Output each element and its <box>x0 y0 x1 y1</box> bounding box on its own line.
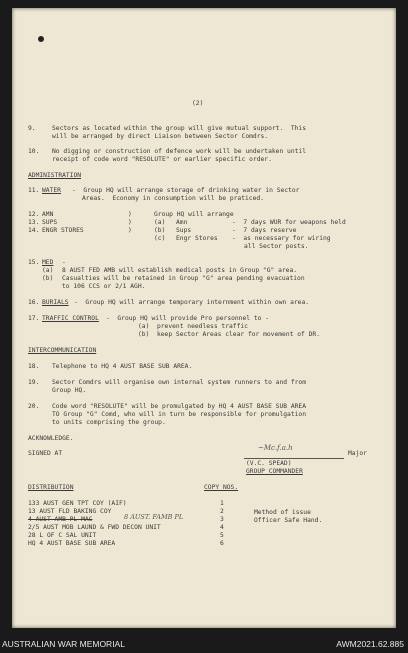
distribution-unit: HQ 4 AUST BASE SUB AREA <box>28 540 116 547</box>
para-15-b-line-2: to 106 CCS or 2/1 AGH. <box>62 283 146 290</box>
para-15-title: MED <box>42 259 54 266</box>
distribution-copy: 3 <box>220 516 224 523</box>
distribution-unit: 133 AUST GEN TPT COY (AIF) <box>28 500 127 507</box>
para-20-line-2: TO Group "G" Comd, who will in turn be responsible for promulgation <box>52 411 307 418</box>
rank-major: Major <box>348 450 367 457</box>
para-15-b-tag: (b) <box>42 275 54 282</box>
supply-left-engr: ENGR STORES <box>42 227 84 234</box>
distribution-unit: 2/5 AUST MOB LAUND & FWD DECON UNIT <box>28 524 161 531</box>
footer-institution: AUSTRALIAN WAR MEMORIAL <box>2 639 125 649</box>
page-number: (2) <box>192 100 204 107</box>
para-11-title: WATER <box>42 187 61 194</box>
para-17-title: TRAFFIC CONTROL <box>42 315 99 322</box>
para-15-number: 15. <box>28 259 40 266</box>
distribution-copy: 1 <box>220 500 224 507</box>
method-of-issue-detail: Officer Safe Hand. <box>254 517 323 524</box>
supply-left-amn: AMN <box>42 211 54 218</box>
supply-row-a-item: Amn <box>176 219 188 226</box>
supply-row-c-tag: (c) <box>154 235 166 242</box>
distribution-unit-struck: 4 AUST AMB PL MAC <box>28 516 93 523</box>
supply-bracket: ) <box>128 219 132 226</box>
para-10-line-2: receipt of code word "RESOLUTE" or earlier specific order. <box>52 156 272 163</box>
distribution-copy: 2 <box>220 508 224 515</box>
supply-heading: Group HQ will arrange <box>154 211 234 218</box>
signature: ~Mc.f.a.h <box>258 444 293 452</box>
para-20-line-1: Code word "RESOLUTE" will be promulgated by HQ 4 AUST BASE SUB AREA <box>52 403 307 410</box>
para-19-line-2: Group HQ. <box>52 387 87 394</box>
para-20-number: 20. <box>28 403 40 410</box>
para-17-line-1: - Group HQ will provide Pro personnel to - <box>106 315 270 322</box>
document-page <box>12 8 396 628</box>
distribution-copy: 5 <box>220 532 224 539</box>
para-15-a-tag: (a) <box>42 267 54 274</box>
para-19-number: 19. <box>28 379 40 386</box>
supply-bracket: ) <box>128 211 132 218</box>
para-11-line-1: - Group HQ will arrange storage of drinking water in Sector <box>72 187 300 194</box>
supply-bracket: ) <box>128 227 132 234</box>
administration-heading: ADMINISTRATION <box>28 172 82 179</box>
para-9-line-1: Sectors as located within the group will give mutual support. This <box>52 125 307 132</box>
para-15-a-text: 8 AUST FED AMB will establish medical posts in Group "G" area. <box>62 267 298 274</box>
para-9-number: 9. <box>28 125 36 132</box>
para-9-line-2: will be arranged by direct Liaison between Sector Comdrs. <box>52 133 269 140</box>
para-15-dash: - <box>62 259 66 266</box>
para-16-text: - Group HQ will arrange temporary internment within own area. <box>74 299 310 306</box>
para-16-number: 16. <box>28 299 40 306</box>
para-10-line-1: No digging or construction of defence work will be undertaken until <box>52 148 307 155</box>
para-12-number: 12. <box>28 211 40 218</box>
supply-row-b-item: Sups <box>176 227 192 234</box>
signed-at: SIGNED AT <box>28 450 63 457</box>
acknowledge: ACKNOWLEDGE. <box>28 435 74 442</box>
para-17-b: (b) keep Sector Areas clear for movement of DR. <box>138 331 320 338</box>
supply-left-sups: SUPS <box>42 219 58 226</box>
supply-row-a-tag: (a) <box>154 219 166 226</box>
para-17-number: 17. <box>28 315 40 322</box>
intercommunication-heading: INTERCOMMUNICATION <box>28 347 97 354</box>
footer-accession-number: AWM2021.62.885 <box>336 639 404 649</box>
para-13-number: 13. <box>28 219 40 226</box>
signer-name: (V.C. SPEAD) <box>246 460 292 467</box>
para-16-title: BURIALS <box>42 299 69 306</box>
para-14-number: 14. <box>28 227 40 234</box>
para-18-number: 18. <box>28 363 40 370</box>
supply-row-c-continuation: all Sector posts. <box>244 243 309 250</box>
para-17-a: (a) prevent needless traffic <box>138 323 248 330</box>
signature-line <box>244 458 344 459</box>
para-11-line-2: Areas. Economy in consumption will be praticed. <box>82 195 264 202</box>
signer-title: GROUP COMMANDER <box>246 468 303 475</box>
distribution-heading: DISTRIBUTION <box>28 484 74 491</box>
supply-row-b-detail: - 7 days reserve <box>232 227 297 234</box>
footer-bar <box>0 636 408 653</box>
para-10-number: 10. <box>28 148 40 155</box>
distribution-unit: 13 AUST FLD BAKING COY <box>28 508 112 515</box>
copy-nos-heading: COPY NOS. <box>204 484 239 491</box>
para-20-line-3: to units comprising the group. <box>52 419 166 426</box>
supply-row-b-tag: (b) <box>154 227 166 234</box>
distribution-copy: 4 <box>220 524 224 531</box>
para-19-line-1: Sector Comdrs will organise own internal system runners to and from <box>52 379 307 386</box>
punch-hole <box>38 36 44 42</box>
distribution-copy: 6 <box>220 540 224 547</box>
para-18-text: Telephone to HQ 4 AUST BASE SUB AREA. <box>52 363 193 370</box>
method-of-issue: Method of issue <box>254 509 311 516</box>
handwritten-correction: 8 AUST. FAMB PL <box>124 513 184 521</box>
para-11-number: 11. <box>28 187 40 194</box>
distribution-unit: 28 L OF C SAL UNIT <box>28 532 97 539</box>
supply-row-c-item: Engr Stores <box>176 235 218 242</box>
supply-row-a-detail: - 7 days WUR for weapons held <box>232 219 346 226</box>
para-15-b-line-1: Casualties will be retained in Group "G" area pending evacuation <box>62 275 305 282</box>
supply-row-c-detail: - as necessary for wiring <box>232 235 331 242</box>
